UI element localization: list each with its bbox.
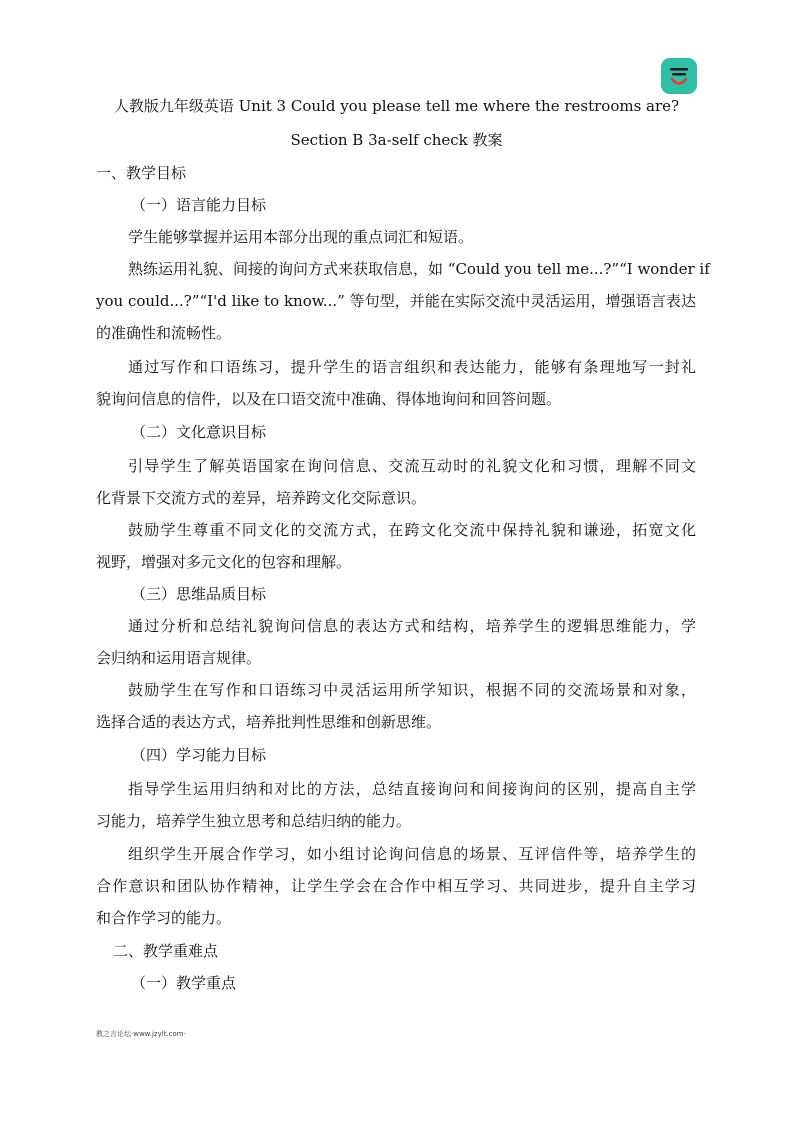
paragraph-line: 习能力，培养学生独立思考和总结归纳的能力。 <box>96 812 412 830</box>
section-heading-2: 二、教学重难点 <box>113 942 219 960</box>
subsection-heading: （一）教学重点 <box>131 974 237 992</box>
footer-watermark: 教之言论坛·www.jzylt.com· <box>96 1030 186 1038</box>
paragraph-line: 鼓励学生在写作和口语练习中灵活运用所学知识，根据不同的交流场景和对象， <box>128 681 696 699</box>
paragraph-line: 会归纳和运用语言规律。 <box>96 649 262 667</box>
paragraph-line: 引导学生了解英语国家在询问信息、交流互动时的礼貌文化和习惯，理解不同文 <box>128 457 696 475</box>
document-subtitle: Section B 3a-self check 教案 <box>290 131 503 149</box>
section-heading-1: 一、教学目标 <box>96 164 187 182</box>
subsection-heading: （四）学习能力目标 <box>131 746 267 764</box>
paragraph-line: 指导学生运用归纳和对比的方法，总结直接询问和间接询问的区别，提高自主学 <box>128 780 696 798</box>
paragraph-line: 貌询问信息的信件，以及在口语交流中准确、得体地询问和回答问题。 <box>96 390 562 408</box>
paragraph-line: 通过分析和总结礼貌询问信息的表达方式和结构，培养学生的逻辑思维能力，学 <box>128 617 696 635</box>
paragraph-line: 的准确性和流畅性。 <box>96 324 232 342</box>
paragraph-line: 组织学生开展合作学习，如小组讨论询问信息的场景、互评信件等，培养学生的 <box>128 845 696 863</box>
paragraph-line: 通过写作和口语练习，提升学生的语言组织和表达能力，能够有条理地写一封礼 <box>128 358 696 376</box>
paragraph-line: 选择合适的表达方式，培养批判性思维和创新思维。 <box>96 713 442 731</box>
subsection-heading: （二）文化意识目标 <box>131 423 267 441</box>
paragraph-line: 化背景下交流方式的差异，培养跨文化交际意识。 <box>96 489 427 507</box>
site-logo-icon <box>661 58 697 94</box>
subsection-heading: （三）思维品质目标 <box>131 585 267 603</box>
paragraph-line: 和合作学习的能力。 <box>96 909 232 927</box>
paragraph-line: 合作意识和团队协作精神，让学生学会在合作中相互学习、共同进步，提升自主学习 <box>96 877 696 895</box>
document-title: 人教版九年级英语 Unit 3 Could you please tell me where the restrooms are? <box>113 97 680 115</box>
subsection-heading: （一）语言能力目标 <box>131 196 267 214</box>
paragraph-line: 视野，增强对多元文化的包容和理解。 <box>96 553 352 571</box>
paragraph-line: you could...?”“I'd like to know...” 等句型，并能在实际交流中灵活运用，增强语言表达 <box>96 292 696 310</box>
paragraph-line: 熟练运用礼貌、间接的询问方式来获取信息，如 “Could you tell me...?”“I wonder if <box>128 260 710 278</box>
paragraph-line: 学生能够掌握并运用本部分出现的重点词汇和短语。 <box>128 228 474 246</box>
paragraph-line: 鼓励学生尊重不同文化的交流方式，在跨文化交流中保持礼貌和谦逊，拓宽文化 <box>128 521 696 539</box>
